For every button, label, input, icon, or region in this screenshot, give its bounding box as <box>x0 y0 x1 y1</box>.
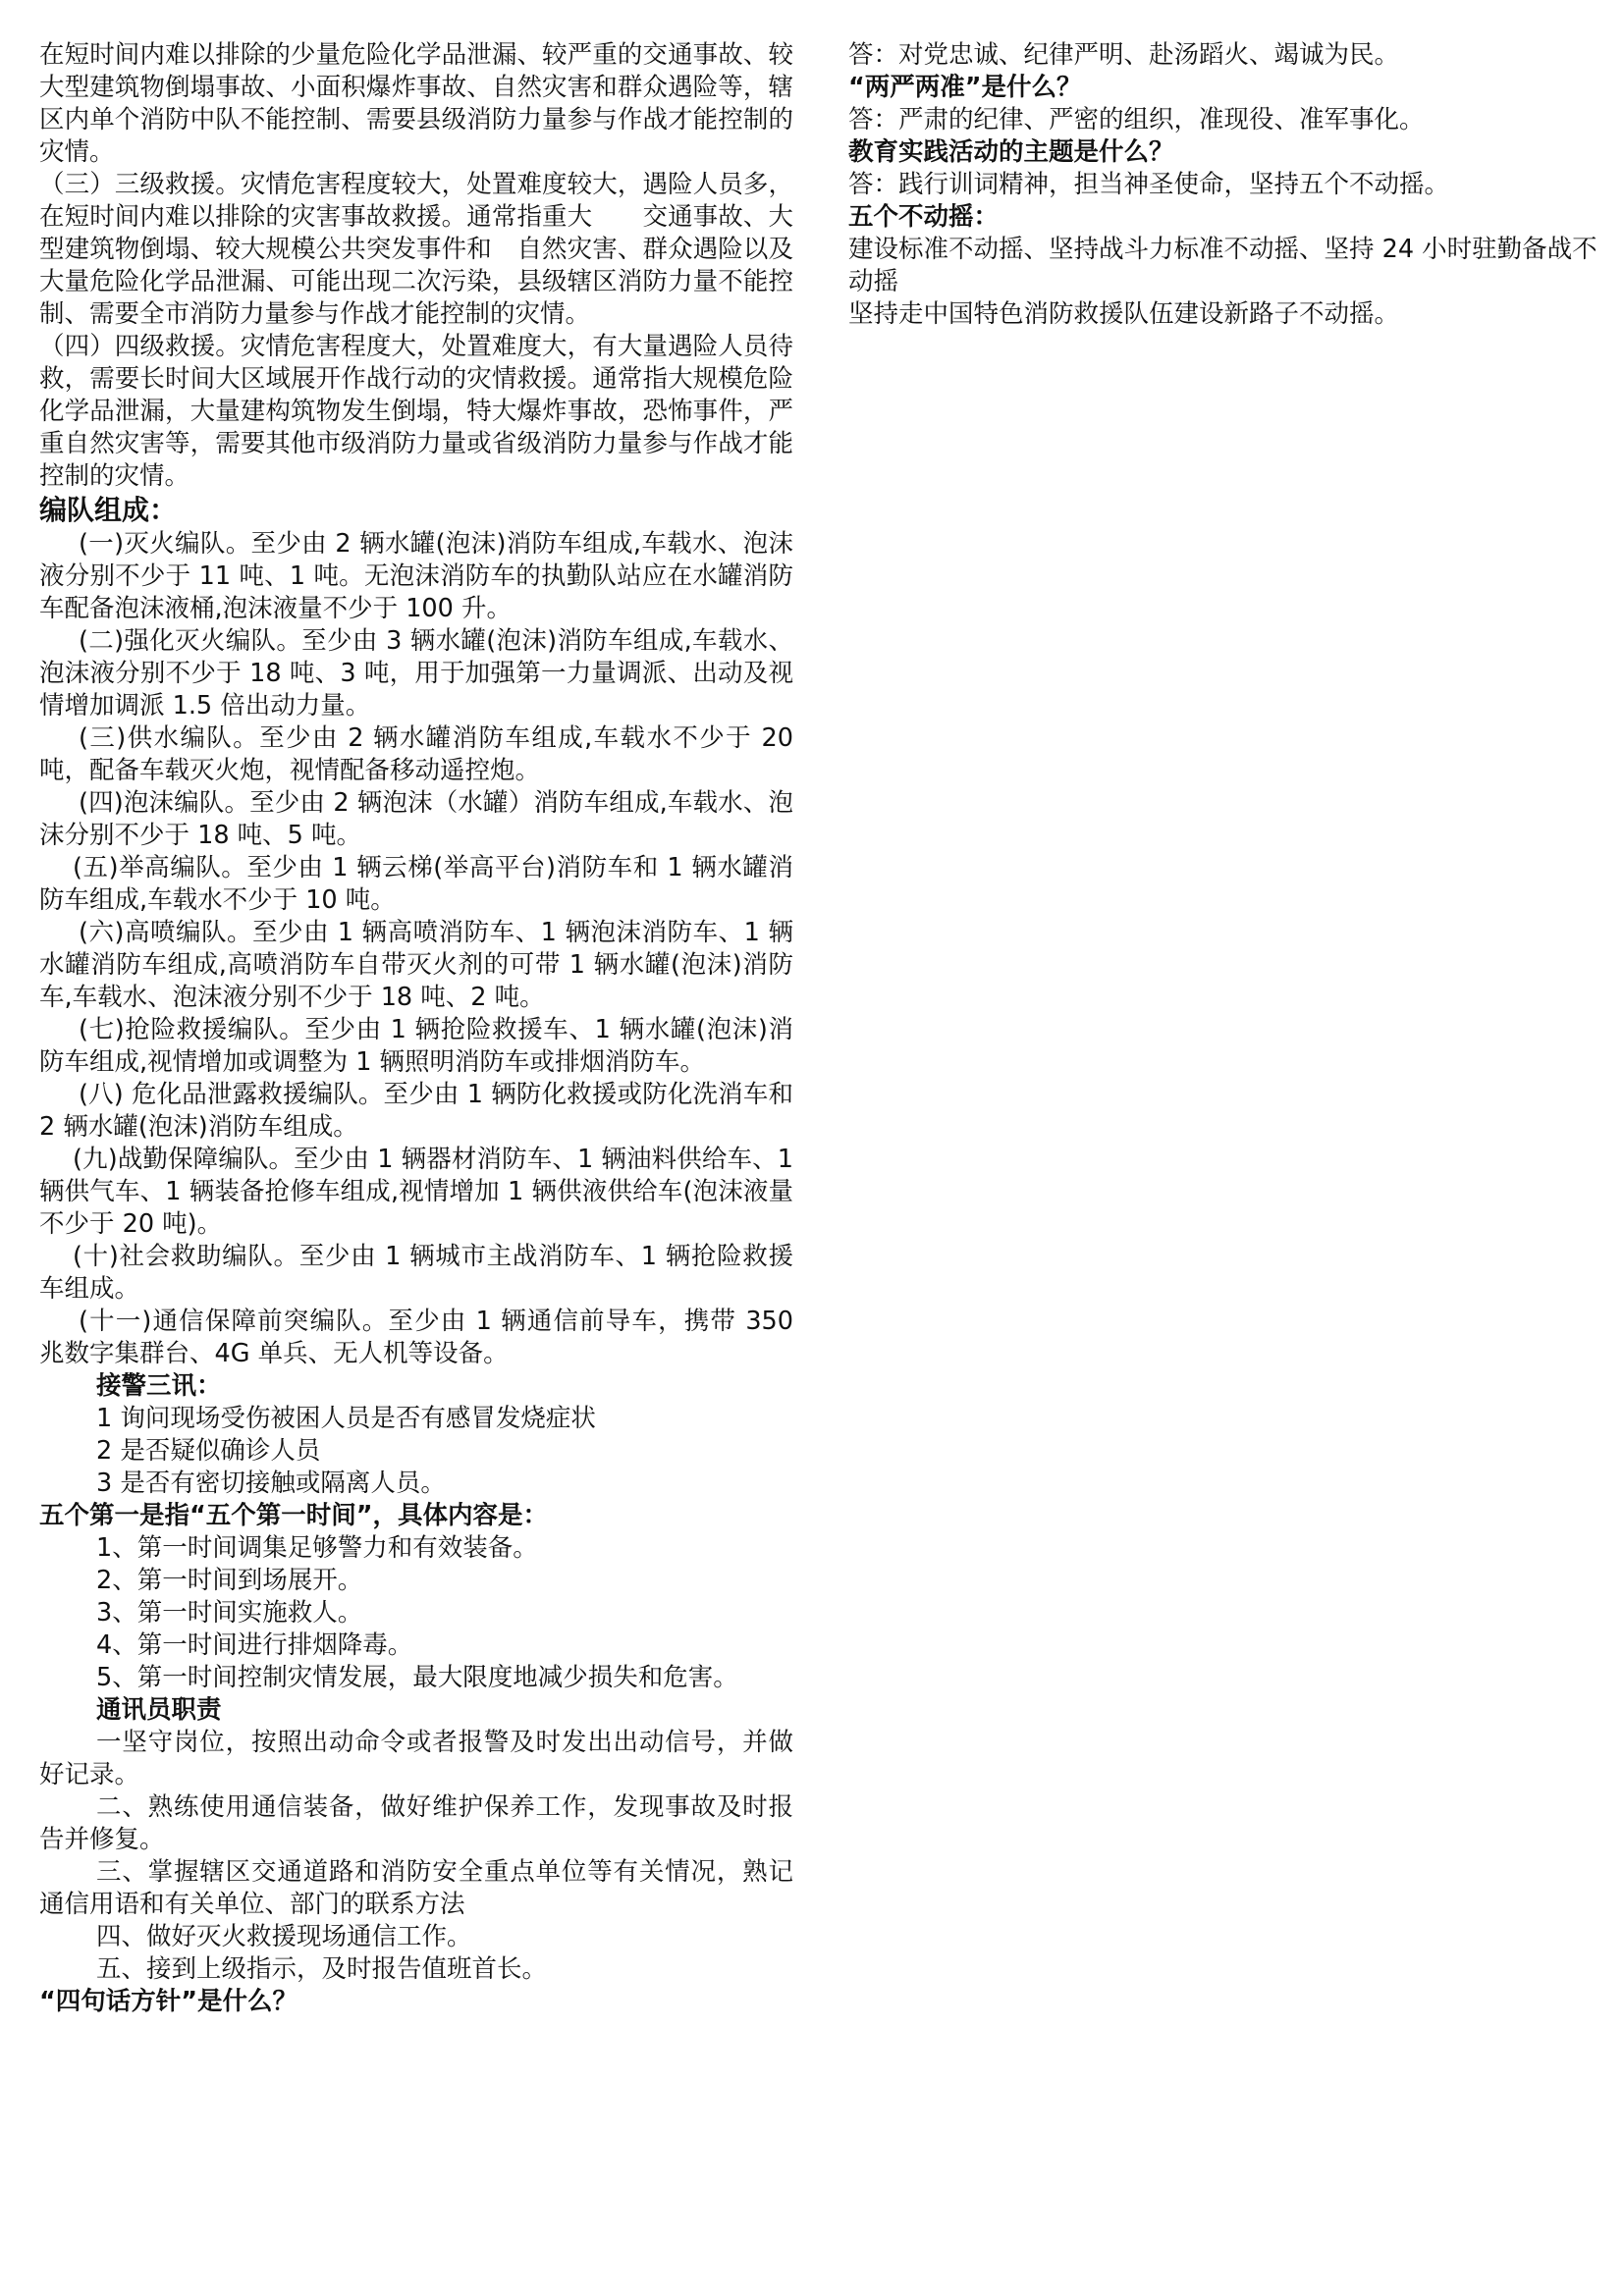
rescue-level-3: （三）三级救援。灾情危害程度较大，处置难度较大，遇险人员多，在短时间内难以排除的灾害事故救援。通常指重大 交通事故、大型建筑物倒塌、较大规模公共突发事件和 自然灾害、群众遇险以及大量危险化学品泄漏、可能出现二次污染，县级辖区消防力量不能控制、需要全市消防力量参与作战才能控制的灾情。 <box>39 170 793 329</box>
five-unwavering-item: 建设标准不动摇、坚持战斗力标准不动摇、坚持 24 小时驻勤备战不动摇 <box>848 235 1597 296</box>
five-first-item: 4、第一时间进行排烟降毒。 <box>96 1630 413 1660</box>
formation-item: (四)泡沫编队。至少由 2 辆泡沫（水罐）消防车组成,车载水、泡沫分别不少于 18 吨、5 吨。 <box>39 788 793 850</box>
five-first-item: 3、第一时间实施救人。 <box>96 1598 363 1628</box>
two-strict-answer: 答：严肃的纪律、严密的组织，准现役、准军事化。 <box>848 105 1425 134</box>
operator-duties-heading: 通讯员职责 <box>96 1695 222 1725</box>
formation-item: (五)举高编队。至少由 1 辆云梯(举高平台)消防车和 1 辆水罐消防车组成,车载水不少于 10 吨。 <box>39 853 793 915</box>
four-phrases-answer: 答：对党忠诚、纪律严明、赴汤蹈火、竭诚为民。 <box>848 40 1400 70</box>
five-first-item: 1、第一时间调集足够警力和有效装备。 <box>96 1533 538 1563</box>
four-phrases-heading: “四句话方针”是什么？ <box>39 1987 298 2016</box>
operator-duty: 一坚守岗位，按照出动命令或者报警及时发出出动信号，并做好记录。 <box>39 1728 793 1789</box>
formation-item: (七)抢险救援编队。至少由 1 辆抢险救援车、1 辆水罐(泡沫)消防车组成,视情增加或调整为 1 辆照明消防车或排烟消防车。 <box>39 1015 793 1077</box>
three-questions-item: 3 是否有密切接触或隔离人员。 <box>96 1468 446 1498</box>
three-questions-item: 1 询问现场受伤被困人员是否有感冒发烧症状 <box>96 1404 596 1433</box>
operator-duty: 五、接到上级指示，及时报告值班首长。 <box>96 1954 548 1984</box>
formation-item: (六)高喷编队。至少由 1 辆高喷消防车、1 辆泡沫消防车、1 辆水罐消防车组成,高喷消防车自带灭火剂的可带 1 辆水罐(泡沫)消防车,车载水、泡沫液分别不少于 18 吨、2 吨。 <box>39 918 793 1012</box>
five-first-item: 5、第一时间控制灾情发展，最大限度地减少损失和危害。 <box>96 1663 738 1692</box>
rescue-level-4: （四）四级救援。灾情危害程度大，处置难度大，有大量遇险人员待救，需要长时间大区域展开作战行动的灾情救援。通常指大规模危险化学品泄漏，大量建构筑物发生倒塌，特大爆炸事故，恐怖事件，严重自然灾害等，需要其他市级消防力量或省级消防力量参与作战才能控制的灾情。 <box>39 332 793 491</box>
formation-item: (十一)通信保障前突编队。至少由 1 辆通信前导车，携带 350 兆数字集群台、4G 单兵、无人机等设备。 <box>39 1307 793 1368</box>
formation-item: (一)灭火编队。至少由 2 辆水罐(泡沫)消防车组成,车载水、泡沫液分别不少于 11 吨、1 吨。无泡沫消防车的执勤队站应在水罐消防车配备泡沫液桶,泡沫液量不少于 100 升。 <box>39 529 793 623</box>
two-strict-heading: “两严两准”是什么？ <box>848 73 1082 102</box>
five-unwavering-heading: 五个不动摇： <box>848 202 1000 232</box>
five-first-heading: 五个第一是指“五个第一时间”，具体内容是： <box>39 1501 549 1530</box>
three-questions-heading: 接警三讯： <box>96 1371 222 1401</box>
formation-heading: 编队组成： <box>39 494 178 526</box>
education-answer: 答：践行训词精神，担当神圣使命，坚持五个不动摇。 <box>848 170 1450 199</box>
operator-duty: 二、熟练使用通信装备，做好维护保养工作，发现事故及时报告并修复。 <box>39 1792 793 1854</box>
education-heading: 教育实践活动的主题是什么？ <box>848 137 1174 167</box>
formation-item: (八) 危化品泄露救援编队。至少由 1 辆防化救援或防化洗消车和 2 辆水罐(泡沫)消防车组成。 <box>39 1080 793 1142</box>
operator-duty: 三、掌握辖区交通道路和消防安全重点单位等有关情况，熟记通信用语和有关单位、部门的联系方法 <box>39 1857 793 1919</box>
formation-item: (十)社会救助编队。至少由 1 辆城市主战消防车、1 辆抢险救援车组成。 <box>39 1242 793 1304</box>
three-questions-item: 2 是否疑似确诊人员 <box>96 1436 321 1466</box>
operator-duty: 四、做好灭火救援现场通信工作。 <box>96 1922 472 1951</box>
five-first-item: 2、第一时间到场展开。 <box>96 1566 363 1595</box>
intro-paragraph: 在短时间内难以排除的少量危险化学品泄漏、较严重的交通事故、较大型建筑物倒塌事故、小面积爆炸事故、自然灾害和群众遇险等，辖区内单个消防中队不能控制、需要县级消防力量参与作战才能控制的灾情。 <box>39 40 793 167</box>
five-unwavering-item: 坚持走中国特色消防救援队伍建设新路子不动摇。 <box>848 299 1400 329</box>
left-column <box>39 39 793 2018</box>
formation-item: (二)强化灭火编队。至少由 3 辆水罐(泡沫)消防车组成,车载水、泡沫液分别不少于 18 吨、3 吨，用于加强第一力量调派、出动及视情增加调派 1.5 倍出动力量。 <box>39 626 793 721</box>
formation-item: (三)供水编队。至少由 2 辆水罐消防车组成,车载水不少于 20 吨，配备车载灭火炮，视情配备移动遥控炮。 <box>39 723 793 785</box>
formation-item: (九)战勤保障编队。至少由 1 辆器材消防车、1 辆油料供给车、1 辆供气车、1 辆装备抢修车组成,视情增加 1 辆供液供给车(泡沫液量不少于 20 吨)。 <box>39 1145 793 1239</box>
right-column <box>848 39 1604 331</box>
